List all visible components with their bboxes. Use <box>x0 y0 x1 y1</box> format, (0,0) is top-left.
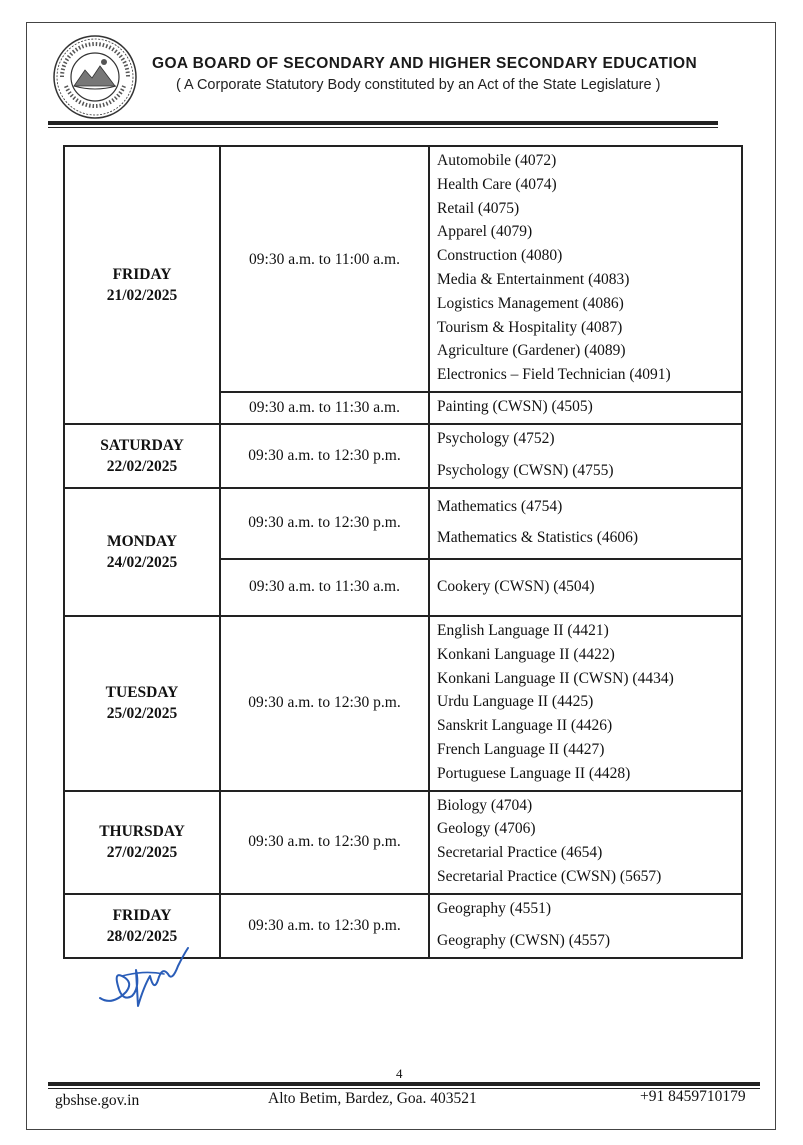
time-cell <box>220 488 429 559</box>
time-text: 09:30 a.m. to 11:30 a.m. <box>249 398 400 416</box>
day-date: 27/02/2025 <box>106 844 178 862</box>
table-row <box>64 488 742 559</box>
footer-divider <box>48 1082 760 1086</box>
day-name: TUESDAY <box>105 684 179 702</box>
header-divider-thin <box>48 127 718 128</box>
subject-item: Portuguese Language II (4428) <box>437 764 631 782</box>
subject-item: Retail (4075) <box>437 199 520 217</box>
subject-item: Sanskrit Language II (4426) <box>437 717 613 735</box>
exam-schedule-table <box>63 145 743 959</box>
day-date: 22/02/2025 <box>106 457 178 475</box>
time-cell <box>220 559 429 616</box>
subject-item: Painting (CWSN) (4505) <box>437 398 593 416</box>
time-text: 09:30 a.m. to 12:30 p.m. <box>248 446 401 464</box>
subject-item: Health Care (4074) <box>437 175 557 193</box>
subject-item: Media & Entertainment (4083) <box>437 270 630 288</box>
day-cell <box>64 488 220 616</box>
subjects-cell <box>429 488 742 559</box>
time-cell <box>220 616 429 791</box>
time-cell <box>220 894 429 958</box>
table-row <box>64 616 742 791</box>
board-seal-icon <box>52 34 138 120</box>
time-text: 09:30 a.m. to 11:30 a.m. <box>249 578 400 596</box>
subject-item: Mathematics (4754) <box>437 497 563 515</box>
time-text: 09:30 a.m. to 11:00 a.m. <box>249 250 400 268</box>
table-row <box>64 791 742 894</box>
subject-item: Konkani Language II (4422) <box>437 645 615 663</box>
subject-item: Construction (4080) <box>437 247 563 265</box>
day-name: FRIDAY <box>112 265 172 283</box>
day-cell <box>64 146 220 424</box>
time-text: 09:30 a.m. to 12:30 p.m. <box>248 833 401 851</box>
subject-item: Secretarial Practice (CWSN) (5657) <box>437 867 662 885</box>
header-divider <box>48 121 718 125</box>
day-name: SATURDAY <box>100 436 184 454</box>
subject-item: Cookery (CWSN) (4504) <box>437 577 595 595</box>
subject-item: Agriculture (Gardener) (4089) <box>437 342 626 360</box>
subject-item: Secretarial Practice (4654) <box>437 844 603 862</box>
table-row <box>64 146 742 392</box>
time-cell <box>220 392 429 424</box>
subject-item: Biology (4704) <box>437 796 533 814</box>
subjects-cell <box>429 559 742 616</box>
footer-address: Alto Betim, Bardez, Goa. 403521 <box>268 1090 477 1107</box>
subjects-cell <box>429 392 742 424</box>
day-name: MONDAY <box>106 532 178 550</box>
day-cell <box>64 424 220 488</box>
subject-item: Automobile (4072) <box>437 152 557 169</box>
day-cell <box>64 791 220 894</box>
day-name: FRIDAY <box>112 906 172 924</box>
subject-item: Mathematics & Statistics (4606) <box>437 529 639 547</box>
subject-item: English Language II (4421) <box>437 621 609 639</box>
day-date: 24/02/2025 <box>106 553 178 571</box>
board-title: GOA BOARD OF SECONDARY AND HIGHER SECONDARY EDUCATION <box>152 55 698 72</box>
day-name: THURSDAY <box>99 823 185 841</box>
subject-item: Geography (4551) <box>437 899 552 917</box>
time-text: 09:30 a.m. to 12:30 p.m. <box>248 514 401 532</box>
time-cell <box>220 791 429 894</box>
subjects-cell <box>429 616 742 791</box>
subject-item: Psychology (4752) <box>437 429 555 447</box>
time-cell <box>220 146 429 392</box>
time-text: 09:30 a.m. to 12:30 p.m. <box>248 694 401 712</box>
subject-item: Tourism & Hospitality (4087) <box>437 318 623 336</box>
day-date: 21/02/2025 <box>106 286 178 304</box>
subject-item: Apparel (4079) <box>437 223 533 241</box>
subject-item: Urdu Language II (4425) <box>437 693 594 711</box>
table-row <box>64 424 742 488</box>
subject-item: French Language II (4427) <box>437 740 605 758</box>
subjects-cell <box>429 894 742 958</box>
footer-phone: +91 8459710179 <box>640 1088 746 1105</box>
subject-item: Psychology (CWSN) (4755) <box>437 461 614 479</box>
time-text: 09:30 a.m. to 12:30 p.m. <box>248 916 401 934</box>
subjects-cell <box>429 146 742 392</box>
time-cell <box>220 424 429 488</box>
subject-item: Logistics Management (4086) <box>437 294 624 312</box>
day-date: 25/02/2025 <box>106 705 178 723</box>
subject-item: Electronics – Field Technician (4091) <box>437 366 671 384</box>
subjects-cell <box>429 791 742 894</box>
day-date: 28/02/2025 <box>106 927 178 945</box>
subject-item: Konkani Language II (CWSN) (4434) <box>437 669 674 687</box>
board-subtitle: ( A Corporate Statutory Body constituted by an Act of the State Legislature ) <box>176 77 661 93</box>
subjects-cell <box>429 424 742 488</box>
subject-item: Geology (4706) <box>437 820 536 838</box>
signature-icon <box>92 936 192 1016</box>
footer-website: gbshse.gov.in <box>55 1092 140 1109</box>
subject-item: Geography (CWSN) (4557) <box>437 931 611 949</box>
page-number: 4 <box>396 1066 403 1081</box>
day-cell <box>64 616 220 791</box>
